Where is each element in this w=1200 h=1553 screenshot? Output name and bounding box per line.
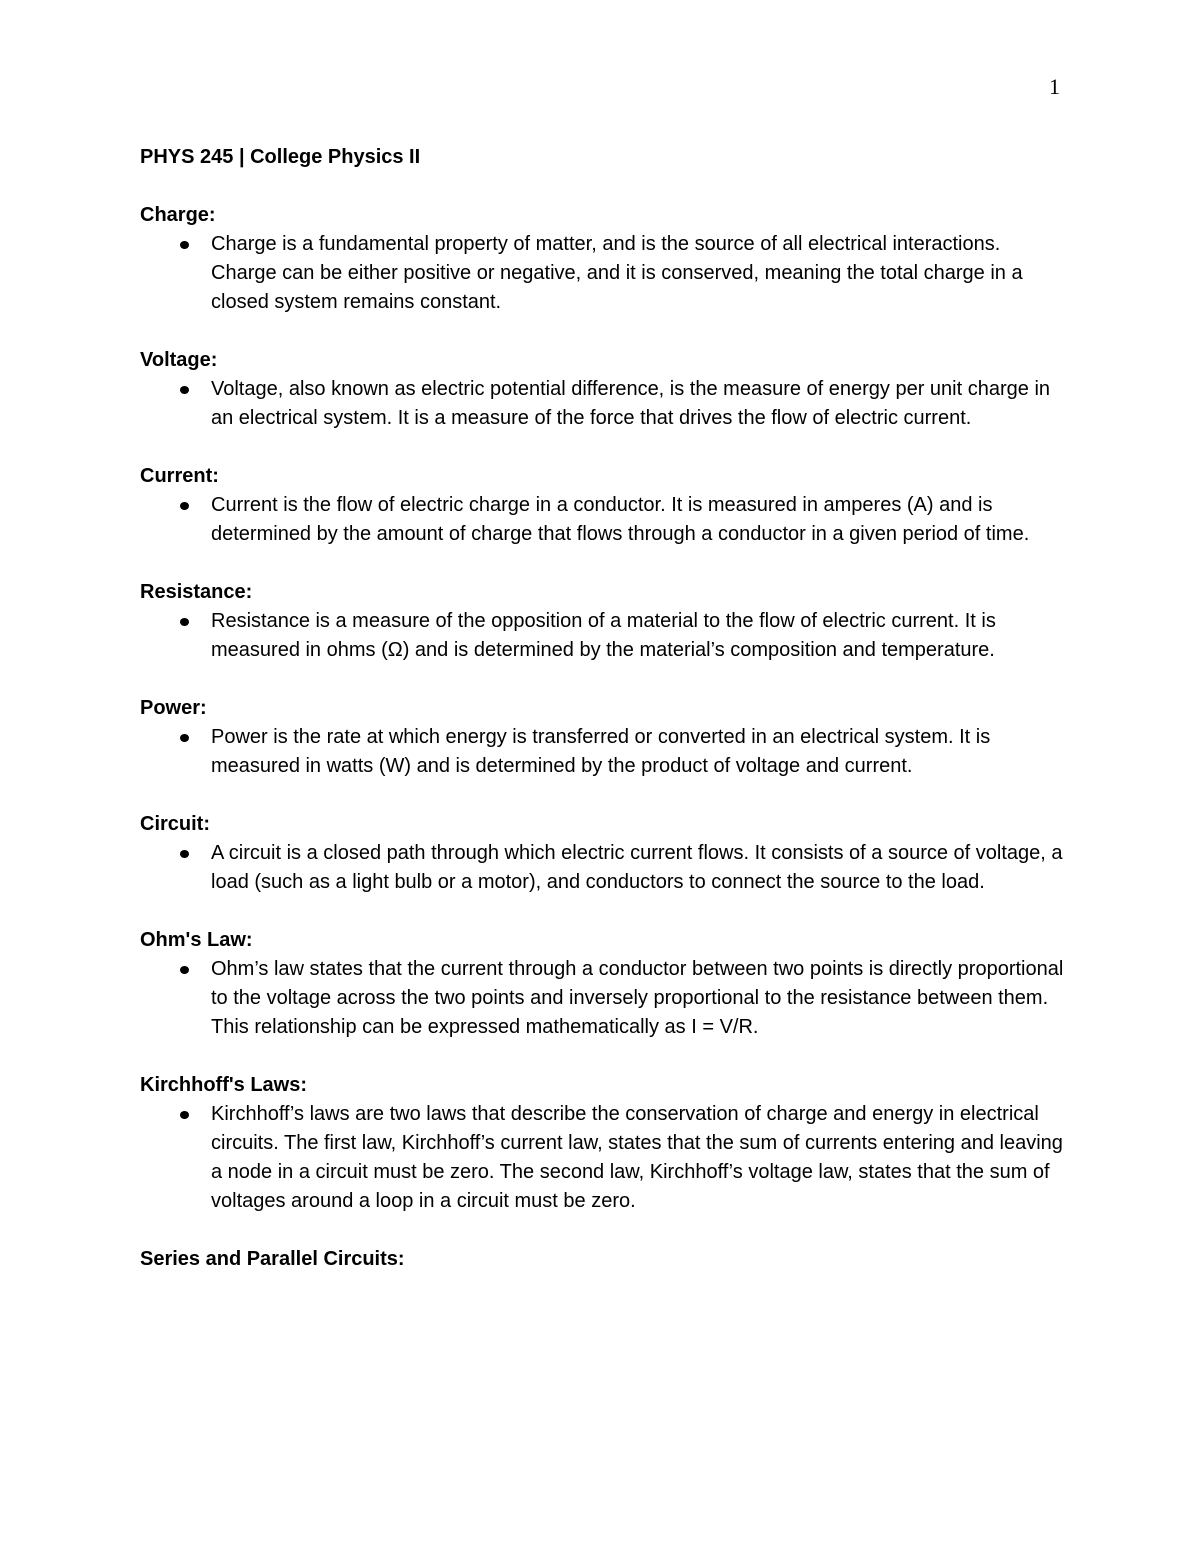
bullet-text: Charge is a fundamental property of matter, and is the source of all electrical interactions. Charge can be either positive or negative, and it is conserved, meaning the total charge in a closed system remains constant. [211, 233, 1023, 313]
section-heading: Circuit: [140, 813, 210, 835]
document-body [140, 143, 1070, 1303]
section [140, 462, 1070, 549]
bullet-list [140, 491, 1070, 549]
section [140, 694, 1070, 781]
bullet-item [140, 723, 1070, 781]
section-heading: Ohm's Law: [140, 929, 253, 951]
section [140, 1245, 1070, 1274]
bullet-dot-icon [180, 618, 189, 626]
section-heading: Power: [140, 697, 207, 719]
section-heading: Voltage: [140, 349, 218, 371]
bullet-item [140, 607, 1070, 665]
bullet-text: Current is the flow of electric charge in a conductor. It is measured in amperes (A) and is determined by the amount of charge that flows through a conductor in a given period of time. [211, 494, 1030, 545]
bullet-text: A circuit is a closed path through which electric current flows. It consists of a source of voltage, a load (such as a light bulb or a motor), and conductors to connect the source to the load. [211, 842, 1063, 893]
bullet-list [140, 375, 1070, 433]
bullet-text: Ohm’s law states that the current through a conductor between two points is directly proportional to the voltage across the two points and inversely proportional to the resistance between them. This relationship can be expressed mathematically as I = V/R. [211, 958, 1064, 1038]
bullet-dot-icon [180, 734, 189, 742]
section-heading: Resistance: [140, 581, 253, 603]
bullet-text: Kirchhoff’s laws are two laws that describe the conservation of charge and energy in electrical circuits. The first law, Kirchhoff’s current law, states that the sum of currents entering and leaving a node in a circuit must be zero. The second law, Kirchhoff’s voltage law, states that the sum of voltages around a loop in a circuit must be zero. [211, 1103, 1063, 1212]
bullet-list [140, 1100, 1070, 1216]
section [140, 578, 1070, 665]
bullet-item [140, 375, 1070, 433]
bullet-dot-icon [180, 850, 189, 858]
section [140, 810, 1070, 897]
bullet-list [140, 230, 1070, 317]
section [140, 1071, 1070, 1216]
bullet-dot-icon [180, 1111, 189, 1119]
bullet-text: Voltage, also known as electric potential difference, is the measure of energy per unit charge in an electrical system. It is a measure of the force that drives the flow of electric current. [211, 378, 1051, 429]
bullet-dot-icon [180, 386, 189, 394]
bullet-item [140, 839, 1070, 897]
section [140, 926, 1070, 1042]
bullet-list [140, 723, 1070, 781]
section-heading: Kirchhoff's Laws: [140, 1074, 307, 1096]
section-heading: Current: [140, 465, 219, 487]
bullet-text: Power is the rate at which energy is transferred or converted in an electrical system. It is measured in watts (W) and is determined by the product of voltage and current. [211, 726, 991, 777]
section [140, 346, 1070, 433]
bullet-item [140, 491, 1070, 549]
page-number: 1 [1049, 74, 1060, 99]
document-title: PHYS 245 | College Physics II [140, 146, 421, 168]
section [140, 201, 1070, 317]
bullet-text: Resistance is a measure of the opposition of a material to the flow of electric current. It is measured in ohms (Ω) and is determined by the material’s composition and temperature. [211, 610, 996, 661]
bullet-list [140, 955, 1070, 1042]
bullet-dot-icon [180, 966, 189, 974]
bullet-dot-icon [180, 241, 189, 249]
bullet-dot-icon [180, 502, 189, 510]
bullet-list [140, 839, 1070, 897]
bullet-list [140, 607, 1070, 665]
section-heading: Charge: [140, 204, 216, 226]
bullet-item [140, 1100, 1070, 1216]
bullet-item [140, 955, 1070, 1042]
bullet-item [140, 230, 1070, 317]
section-heading: Series and Parallel Circuits: [140, 1248, 405, 1270]
sections-container [140, 201, 1070, 1274]
